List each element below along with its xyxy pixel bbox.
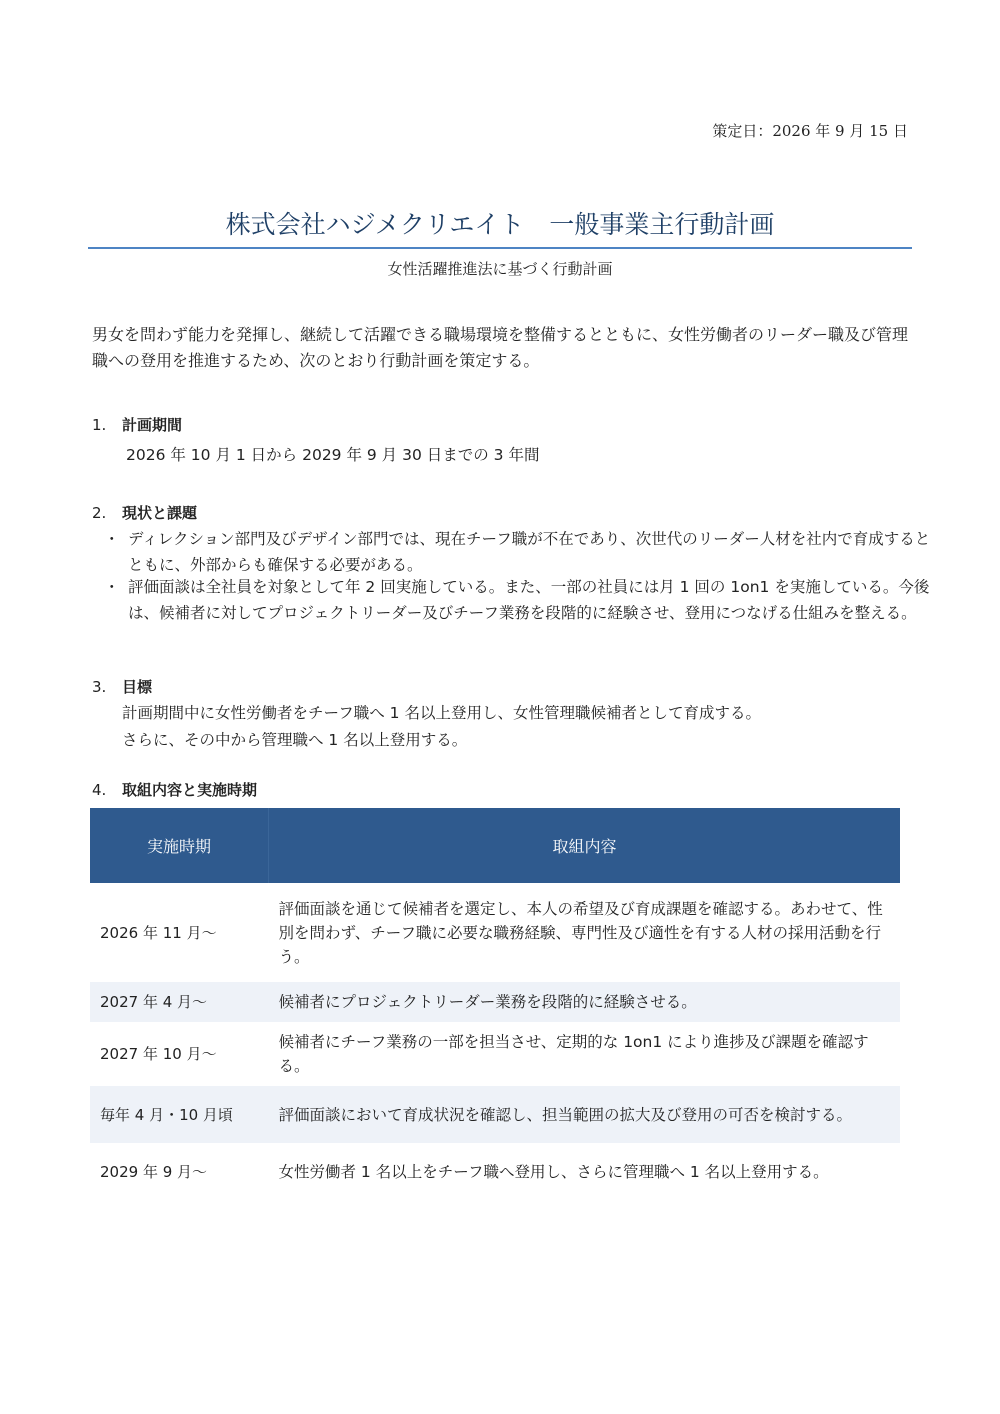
section-number: 3.: [92, 678, 107, 696]
section-4-heading: [92, 779, 257, 800]
table-header-row: [90, 808, 900, 883]
document-title: 株式会社ハジメクリエイト 一般事業主行動計画: [225, 210, 775, 239]
section-number: 4.: [92, 781, 107, 799]
table-row: [90, 883, 900, 982]
plan-period-text: 2026 年 10 月 1 日から 2029 年 9 月 30 日までの 3 年間: [126, 446, 540, 464]
goal-line-1: 計画期間中に女性労働者をチーフ職へ 1 名以上登用し、女性管理職候補者として育成する。: [122, 704, 761, 722]
content-cell: 候補者にプロジェクトリーダー業務を段階的に経験させる。: [269, 982, 901, 1022]
table-row: [90, 1143, 900, 1200]
section-title: 取組内容と実施時期: [122, 781, 258, 799]
table-row: [90, 982, 900, 1022]
content-cell: 評価面談を通じて候補者を選定し、本人の希望及び育成課題を確認する。あわせて、性別を問わず、チーフ職に必要な職務経験、専門性及び適性を有する人材の採用活動を行う。: [278, 899, 883, 966]
action-schedule-table: [90, 808, 900, 1200]
bullet-mark: ・: [104, 578, 120, 596]
title-divider: [88, 247, 912, 249]
issue-bullet-1: [104, 526, 934, 578]
plan-date: 策定日：2026 年 9 月 15 日: [712, 122, 908, 140]
header-content: 取組内容: [269, 808, 901, 883]
bullet-text: 評価面談は全社員を対象として年 2 回実施している。また、一部の社員には月 1 回の 1on1 を実施している。今後は、候補者に対してプロジェクトリーダー及びチーフ業務を段階的に経験させ、登用につなげる仕組みを整える。: [128, 578, 930, 622]
section-2-heading: [92, 502, 197, 523]
section-title: 計画期間: [122, 416, 183, 434]
goal-line-2: さらに、その中から管理職へ 1 名以上登用する。: [122, 731, 468, 749]
period-cell: 2029 年 9 月〜: [100, 1162, 208, 1181]
content-cell: 女性労働者 1 名以上をチーフ職へ登用し、さらに管理職へ 1 名以上登用する。: [278, 1162, 829, 1181]
content-cell: 候補者にチーフ業務の一部を担当させ、定期的な 1on1 により進捗及び課題を確認する。: [278, 1033, 869, 1075]
content-cell: 評価面談において育成状況を確認し、担当範囲の拡大及び登用の可否を検討する。: [269, 1086, 901, 1143]
period-cell: 2026 年 11 月〜: [100, 923, 217, 942]
header-period: 実施時期: [90, 808, 269, 883]
section-number: 2.: [92, 504, 107, 522]
period-cell: 2027 年 4 月〜: [90, 982, 269, 1022]
section-3-heading: [92, 676, 152, 697]
issue-bullet-2: [104, 574, 934, 626]
period-cell: 2027 年 10 月〜: [100, 1045, 217, 1063]
period-cell: 毎年 4 月・10 月頃: [90, 1086, 269, 1143]
section-title: 目標: [122, 678, 153, 696]
section-1-heading: [92, 414, 182, 435]
bullet-text: ディレクション部門及びデザイン部門では、現在チーフ職が不在であり、次世代のリーダー人材を社内で育成するとともに、外部からも確保する必要がある。: [128, 530, 931, 574]
intro-paragraph: 男女を問わず能力を発揮し、継続して活躍できる職場環境を整備するとともに、女性労働者のリーダー職及び管理職への登用を推進するため、次のとおり行動計画を策定する。: [92, 325, 909, 370]
table-row: [90, 1086, 900, 1143]
section-number: 1.: [92, 416, 107, 434]
section-title: 現状と課題: [122, 504, 198, 522]
table-row: [90, 1022, 900, 1086]
document-subtitle: 女性活躍推進法に基づく行動計画: [387, 260, 613, 278]
bullet-mark: ・: [104, 530, 120, 548]
